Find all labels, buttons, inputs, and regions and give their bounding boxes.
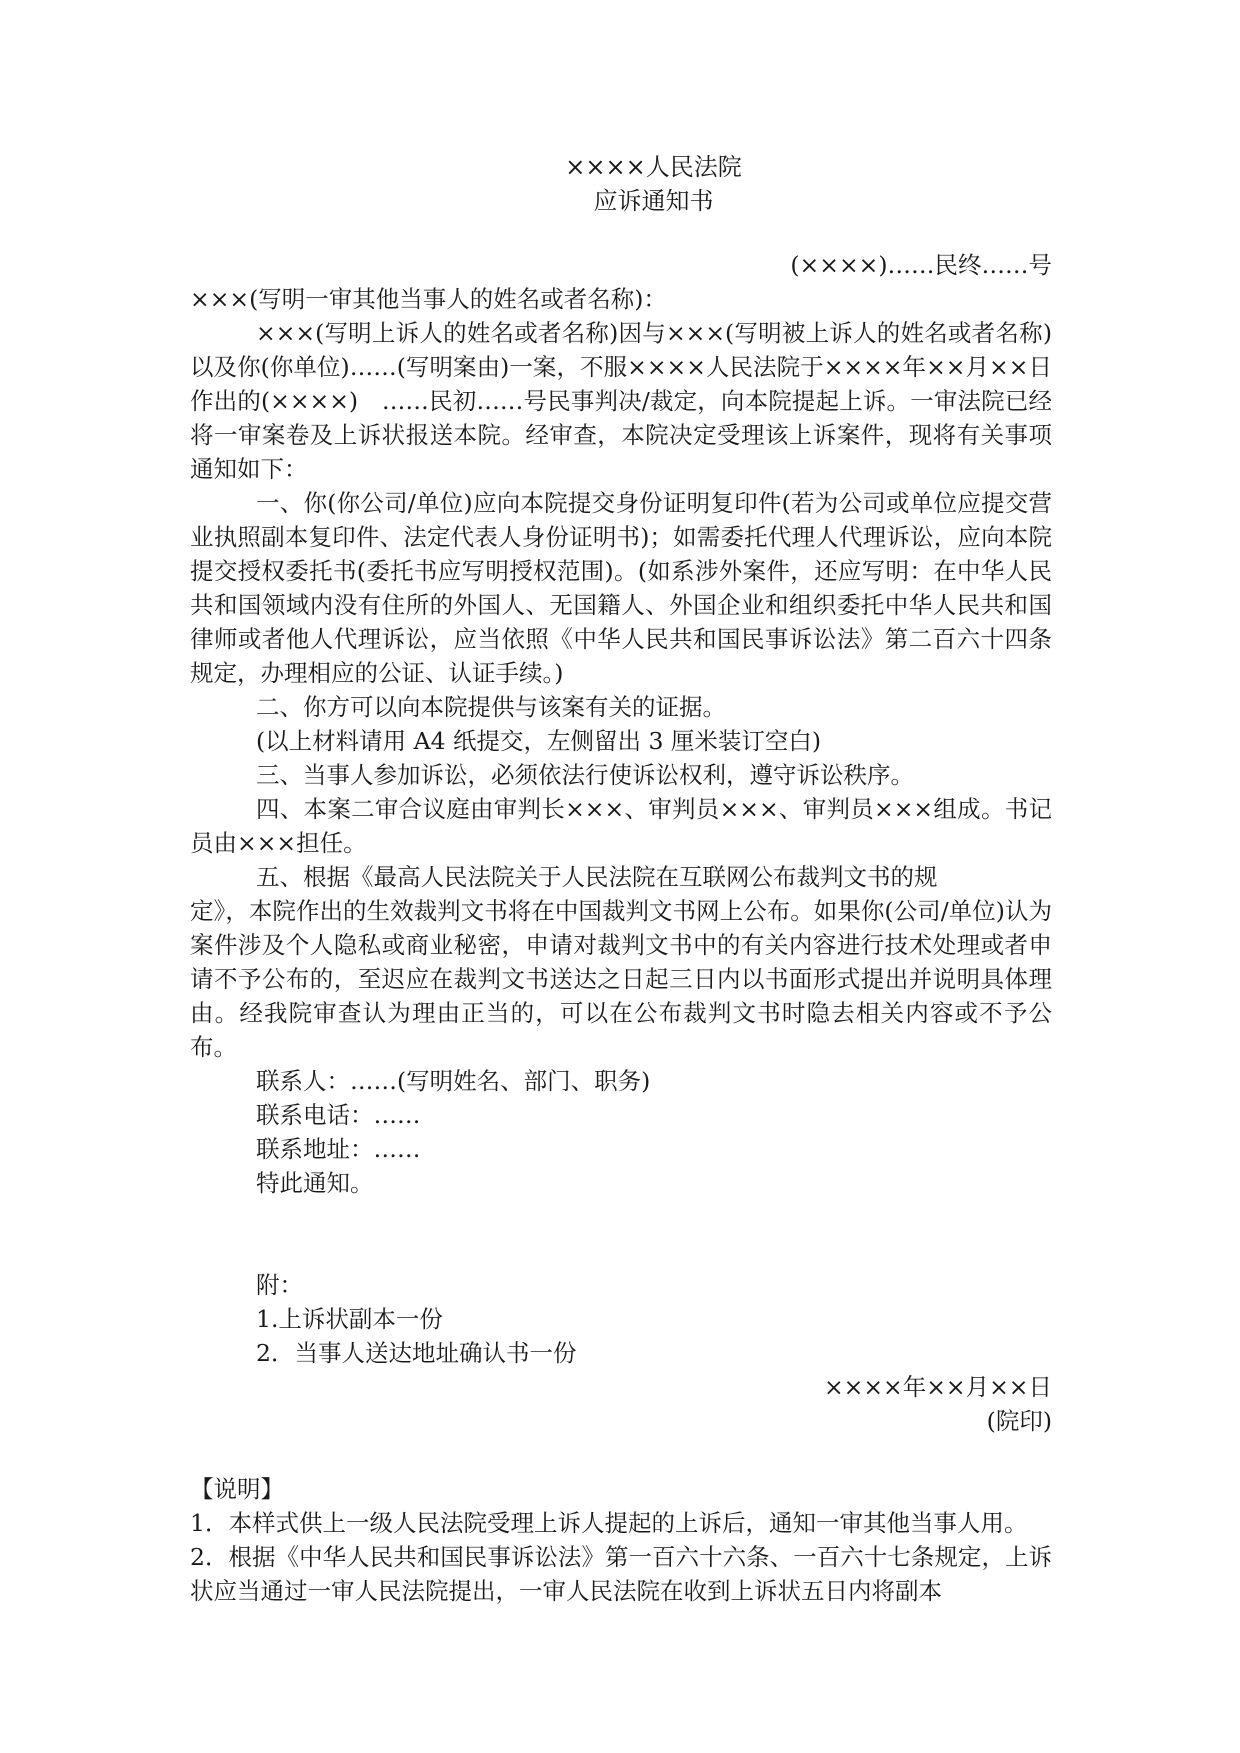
notes-heading: 【说明】 — [190, 1475, 284, 1503]
item-2-note: (以上材料请用 A4 纸提交，左侧留出 3 厘米装订空白) — [256, 727, 822, 755]
attachment-item-1: 1.上诉状副本一份 — [256, 1305, 443, 1333]
item-2-paragraph: 二、你方可以向本院提供与该案有关的证据。 — [256, 693, 726, 721]
case-number: (××××)……民终……号 — [790, 251, 1052, 279]
spacer — [190, 1438, 1052, 1472]
contact-person: 联系人：……(写明姓名、部门、职务) — [256, 1067, 651, 1095]
court-title: ××××人民法院 — [565, 153, 742, 181]
attachment-item-2: 2．当事人送达地址确认书一份 — [256, 1339, 577, 1367]
item-5-paragraph: 定》，本院作出的生效裁判文书将在中国裁判文书网上公布。如果你(公司/单位)认为案件涉及个人隐私或商业秘密，申请对裁判文书中的有关内容进行技术处理或者申请不予公布的，至迟应在裁判文书送达之日起三日内以书面形式提出并说明具体理由。经我院审查认为理由正当的，可以在公布裁判文书时隐去相关内容或不予公布。 — [190, 897, 1052, 1061]
item-3-paragraph: 三、当事人参加诉讼，必须依法行使诉讼权利，遵守诉讼秩序。 — [256, 761, 914, 789]
item-5-first-line: 五、根据《最高人民法院关于人民法院在互联网公布裁判文书的规 — [256, 863, 938, 891]
spacer — [190, 1200, 1052, 1268]
contact-phone: 联系电话：…… — [256, 1101, 421, 1129]
contact-address: 联系地址：…… — [256, 1135, 421, 1163]
item-4-paragraph: 四、本案二审合议庭由审判长×××、审判员×××、审判员×××组成。书记员由×××担任。 — [190, 795, 1052, 857]
attachment-label: 附： — [256, 1271, 303, 1299]
closing-line: 特此通知。 — [256, 1169, 374, 1197]
item-1-paragraph: 一、你(你公司/单位)应向本院提交身份证明复印件(若为公司或单位应提交营业执照副本复印件、法定代表人身份证明书)；如需委托代理人代理诉讼，应向本院提交授权委托书(委托书应写明授权范围)。(如系涉外案件，还应写明：在中华人民共和国领域内没有住所的外国人、无国籍人、外国企业和组织委托中华人民共和国律师或者他人代理诉讼，应当依照《中华人民共和国民事诉讼法》第二百六十四条规定，办理相应的公证、认证手续。) — [190, 489, 1052, 687]
intro-paragraph: ×××(写明上诉人的姓名或者名称)因与×××(写明被上诉人的姓名或者名称)以及你(你单位)……(写明案由)一案，不服××××人民法院于××××年××月××日作出的(××××) ……民初……号民事判决/裁定，向本院提起上诉。一审法院已经将一审案卷及上诉状报送本院。经审查，本院决定受理该上诉案件，现将有关事项通知如下： — [190, 319, 1052, 483]
court-seal: (院印) — [986, 1407, 1052, 1435]
issue-date: ××××年××月××日 — [823, 1373, 1052, 1401]
document-title: 应诉通知书 — [593, 187, 714, 215]
note-item-2: 2．根据《中华人民共和国民事诉讼法》第一百六十六条、一百六十七条规定，上诉状应当通过一审人民法院提出，一审人民法院在收到上诉状五日内将副本 — [190, 1543, 1052, 1605]
addressee: ×××(写明一审其他当事人的姓名或者名称)： — [190, 285, 667, 313]
document-body — [190, 150, 1052, 1608]
note-item-1: 1．本样式供上一级人民法院受理上诉人提起的上诉后，通知一审其他当事人用。 — [190, 1509, 1028, 1537]
